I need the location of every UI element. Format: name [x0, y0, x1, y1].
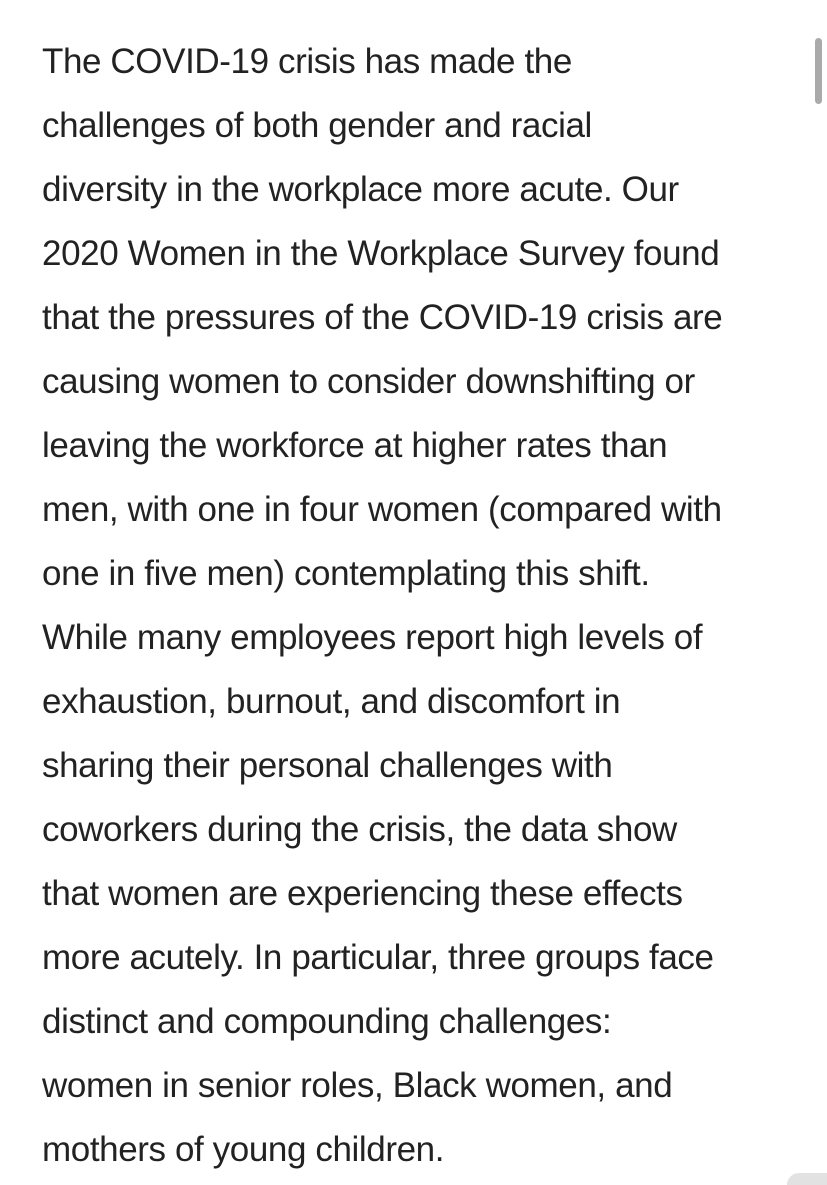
paragraph-line: that women are experiencing these effects — [42, 874, 683, 913]
paragraph-line: one in five men) contemplating this shift. — [42, 554, 650, 593]
paragraph-line: challenges of both gender and racial — [42, 106, 592, 145]
paragraph-line: sharing their personal challenges with — [42, 746, 613, 785]
paragraph-line: mothers of young children. — [42, 1130, 445, 1169]
paragraph-line: more acutely. In particular, three groups face — [42, 938, 714, 977]
corner-shade — [787, 1173, 827, 1185]
paragraph-line: men, with one in four women (compared with — [42, 490, 722, 529]
article-body — [42, 30, 802, 1182]
paragraph-line: exhaustion, burnout, and discomfort in — [42, 682, 621, 721]
paragraph-line: The COVID-19 crisis has made the — [42, 42, 572, 81]
scrollbar-thumb[interactable] — [815, 38, 822, 104]
paragraph-line: While many employees report high levels of — [42, 618, 703, 657]
paragraph-line: distinct and compounding challenges: — [42, 1002, 612, 1041]
paragraph-line: leaving the workforce at higher rates than — [42, 426, 668, 465]
paragraph-line: coworkers during the crisis, the data show — [42, 810, 677, 849]
paragraph-line: that the pressures of the COVID-19 crisis are — [42, 298, 723, 337]
paragraph-line: 2020 Women in the Workplace Survey found — [42, 234, 720, 273]
paragraph-line: women in senior roles, Black women, and — [42, 1066, 673, 1105]
paragraph-line: diversity in the workplace more acute. Our — [42, 170, 679, 209]
paragraph-line: causing women to consider downshifting or — [42, 362, 695, 401]
